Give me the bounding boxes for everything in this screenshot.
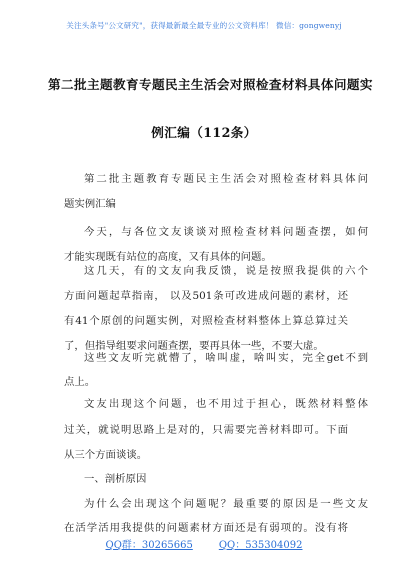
body-line: 在活学活用我提供的问题素材方面还是有弱项的。没有将	[64, 522, 348, 534]
body-line: 文友出现这个问题，也不用过于担心，既然材料整体	[84, 398, 368, 410]
qq-link[interactable]: QQ：535304092	[218, 540, 303, 551]
body-line: 第二批主题教育专题民主生活会对照检查材料具体问	[84, 173, 368, 185]
header-note: 关注头条号"公文研究"，获得最新最全最专业的公文资料库！ 微信：gongwenyj	[66, 21, 342, 30]
body-line: 过关，就说明思路上是对的，只需要完善材料即可。下面	[64, 424, 348, 436]
body-line: 这些文友听完就懵了，啥叫虚，啥叫实，完全get不到	[84, 352, 368, 364]
body-line: 有41个原创的问题实例，对照检查材料整体上算总算过关	[64, 315, 348, 327]
section-heading: 一、剖析原因	[84, 473, 147, 485]
body-line: 才能实现既有站位的高度，又有具体的问题。	[64, 251, 272, 263]
body-line: 了，但指导组要求问题查摆，要再具体一些，不要大虚。	[64, 340, 324, 352]
body-line: 点上。	[64, 376, 96, 388]
body-line: 这几天，有的文友向我反馈，说是按照我提供的六个	[84, 265, 368, 277]
footer-contact	[0, 536, 408, 551]
qq-group-link[interactable]: QQ群：30265665	[105, 540, 193, 551]
body-line: 题实例汇编	[64, 198, 116, 210]
body-line: 从三个方面谈谈。	[64, 449, 148, 461]
document-title-line-2: 例汇编（112条）	[151, 125, 257, 140]
body-line: 今天，与各位文友谈谈对照检查材料问题查摆，如何	[84, 226, 368, 238]
body-line: 方面问题起草指南， 以及501条可改进成问题的素材，还	[64, 290, 348, 302]
document-title-line-1: 第二批主题教育专题民主生活会对照检查材料具体问题实	[48, 77, 373, 92]
body-line: 为什么会出现这个问题呢？最重要的原因是一些文友	[84, 498, 368, 510]
